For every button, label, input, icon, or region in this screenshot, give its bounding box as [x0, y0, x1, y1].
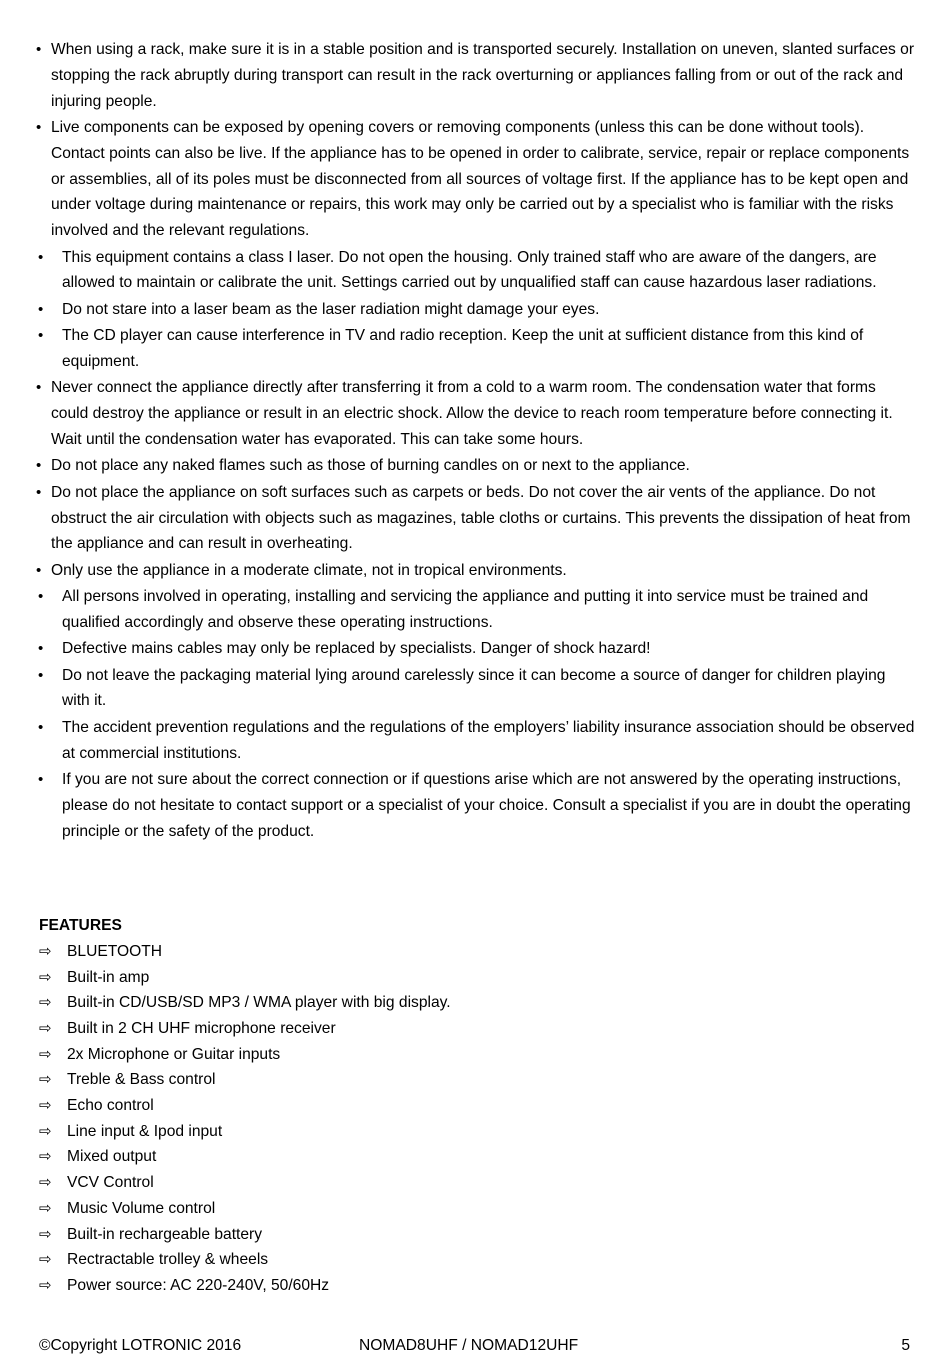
arrow-right-icon: ⇨	[39, 941, 52, 960]
feature-text: 2x Microphone or Guitar inputs	[67, 1045, 281, 1063]
bullet-icon: •	[38, 248, 44, 266]
safety-item-text: Do not place the appliance on soft surfaces such as carpets or beds. Do not cover the air vents of the appliance. Do not obstruct the air circulation with objects such as magazines, table cloths or curtains. This prevents the dissipation of heat from the appliance and can result in overheating.	[51, 483, 911, 553]
arrow-right-icon: ⇨	[39, 1018, 52, 1037]
feature-list-item	[39, 1222, 919, 1248]
safety-item-text: Do not leave the packaging material lying around carelessly since it can become a source of danger for children playing with it.	[62, 666, 886, 710]
safety-item-text: All persons involved in operating, installing and servicing the appliance and putting it into service must be trained and qualified accordingly and observe these operating instructions.	[62, 588, 869, 631]
safety-list-item	[36, 115, 916, 244]
feature-list-item	[39, 1273, 919, 1299]
bullet-icon: •	[36, 561, 42, 579]
safety-list-item	[36, 636, 916, 662]
bullet-icon: •	[36, 457, 42, 475]
safety-list-item	[36, 715, 916, 767]
footer-model: NOMAD8UHF / NOMAD12UHF	[359, 1337, 579, 1354]
bullet-icon: •	[38, 640, 44, 658]
feature-text: Music Volume control	[67, 1199, 216, 1217]
arrow-right-icon: ⇨	[39, 1224, 52, 1243]
feature-text: Rectractable trolley & wheels	[67, 1251, 269, 1269]
feature-text: Mixed output	[67, 1148, 157, 1166]
feature-text: Line input & Ipod input	[67, 1122, 223, 1140]
bullet-icon: •	[38, 327, 44, 345]
footer-page-number: 5	[901, 1337, 910, 1354]
features-list	[39, 939, 919, 1299]
bullet-icon: •	[38, 300, 44, 318]
safety-list-item	[36, 453, 916, 479]
feature-list-item	[39, 1093, 919, 1119]
arrow-right-icon: ⇨	[39, 1096, 52, 1115]
page-footer	[39, 1333, 910, 1359]
bullet-icon: •	[36, 41, 42, 58]
features-heading: FEATURES	[39, 917, 122, 934]
arrow-right-icon: ⇨	[39, 1198, 52, 1217]
feature-text: Built-in amp	[67, 968, 150, 986]
feature-list-item	[39, 1170, 919, 1196]
arrow-right-icon: ⇨	[39, 1173, 52, 1192]
arrow-right-icon: ⇨	[39, 1121, 52, 1140]
safety-list-item	[36, 245, 916, 297]
arrow-right-icon: ⇨	[39, 967, 52, 986]
feature-list-item	[39, 1144, 919, 1170]
safety-item-text: Only use the appliance in a moderate climate, not in tropical environments.	[51, 561, 567, 579]
arrow-right-icon: ⇨	[39, 1147, 52, 1166]
feature-list-item	[39, 1196, 919, 1222]
feature-text: Power source: AC 220-240V, 50/60Hz	[67, 1276, 330, 1294]
feature-list-item	[39, 1067, 919, 1093]
feature-text: Treble & Bass control	[67, 1071, 216, 1089]
feature-list-item	[39, 965, 919, 991]
features-section	[39, 913, 919, 1299]
arrow-right-icon: ⇨	[39, 1070, 52, 1089]
arrow-right-icon: ⇨	[39, 1275, 52, 1294]
safety-list-item	[36, 663, 916, 715]
safety-list-item	[36, 584, 916, 636]
safety-item-text: The CD player can cause interference in TV and radio reception. Keep the unit at sufficient distance from this kind of equipment.	[62, 327, 864, 370]
feature-text: Echo control	[67, 1097, 154, 1115]
feature-text: Built-in CD/USB/SD MP3 / WMA player with big display.	[67, 994, 451, 1012]
safety-item-text: Do not stare into a laser beam as the laser radiation might damage your eyes.	[62, 300, 600, 318]
bullet-icon: •	[38, 588, 44, 606]
feature-list-item	[39, 1247, 919, 1273]
safety-instructions-list	[36, 37, 916, 845]
safety-list-item	[36, 480, 916, 557]
bullet-icon: •	[38, 771, 44, 789]
safety-item-text: Do not place any naked flames such as those of burning candles on or next to the appliance.	[51, 457, 690, 475]
bullet-icon: •	[38, 718, 44, 736]
safety-list-item	[36, 297, 916, 323]
feature-text: BLUETOOTH	[67, 942, 163, 960]
safety-list-item	[36, 767, 916, 844]
safety-item-text: This equipment contains a class I laser. Do not open the housing. Only trained staff who are aware of the dangers, are allowed to maintain or calibrate the unit. Settings carried out by unqualified staff can cause hazardous laser radiations.	[62, 248, 877, 292]
feature-list-item	[39, 1042, 919, 1068]
feature-text: VCV Control	[67, 1174, 154, 1192]
safety-list-item	[36, 323, 916, 375]
feature-list-item	[39, 1016, 919, 1042]
arrow-right-icon: ⇨	[39, 1044, 52, 1063]
safety-item-text: The accident prevention regulations and the regulations of the employers’ liability insurance association should be observed at commercial institutions.	[62, 718, 915, 762]
safety-list-item	[36, 37, 916, 114]
safety-item-text: Live components can be exposed by opening covers or removing components (unless this can be done without tools). Contact points can also be live. If the appliance has to be opened in order to calibrate, service, repair or replace components or assemblies, all of its poles must be disconnected from all sources of voltage first. If the appliance has to be kept open and under voltage during maintenance or repairs, this work may only be carried out by a specialist who is familiar with the risks involved and the relevant regulations.	[51, 118, 910, 240]
bullet-icon: •	[36, 118, 42, 136]
feature-list-item	[39, 939, 919, 965]
bullet-icon: •	[36, 483, 42, 501]
safety-item-text: If you are not sure about the correct connection or if questions arise which are not answered by the operating instructions, please do not hesitate to contact support or a specialist of your choice. Consult a specialist if you are in doubt the operating principle or the safety of the product.	[62, 771, 911, 840]
feature-list-item	[39, 1119, 919, 1145]
feature-text: Built-in rechargeable battery	[67, 1225, 263, 1243]
arrow-right-icon: ⇨	[39, 993, 52, 1012]
bullet-icon: •	[36, 379, 42, 397]
safety-item-text: Never connect the appliance directly after transferring it from a cold to a warm room. The condensation water that forms could destroy the appliance or result in an electric shock. Allow the device to reach room temperature before connecting it. Wait until the condensation water has evaporated. This can take some hours.	[51, 379, 893, 448]
feature-text: Built in 2 CH UHF microphone receiver	[67, 1019, 336, 1037]
feature-list-item	[39, 990, 919, 1016]
safety-list-item	[36, 375, 916, 452]
safety-item-text: Defective mains cables may only be replaced by specialists. Danger of shock hazard!	[62, 640, 651, 658]
safety-list-item	[36, 558, 916, 584]
footer-copyright: ©Copyright LOTRONIC 2016	[39, 1337, 242, 1354]
arrow-right-icon: ⇨	[39, 1250, 52, 1269]
safety-item-text: When using a rack, make sure it is in a stable position and is transported securely. Installation on uneven, slanted surfaces or stopping the rack abruptly during transport can result in the rack overturning or appliances falling from or out of the rack and injuring people.	[51, 41, 915, 110]
bullet-icon: •	[38, 666, 44, 684]
